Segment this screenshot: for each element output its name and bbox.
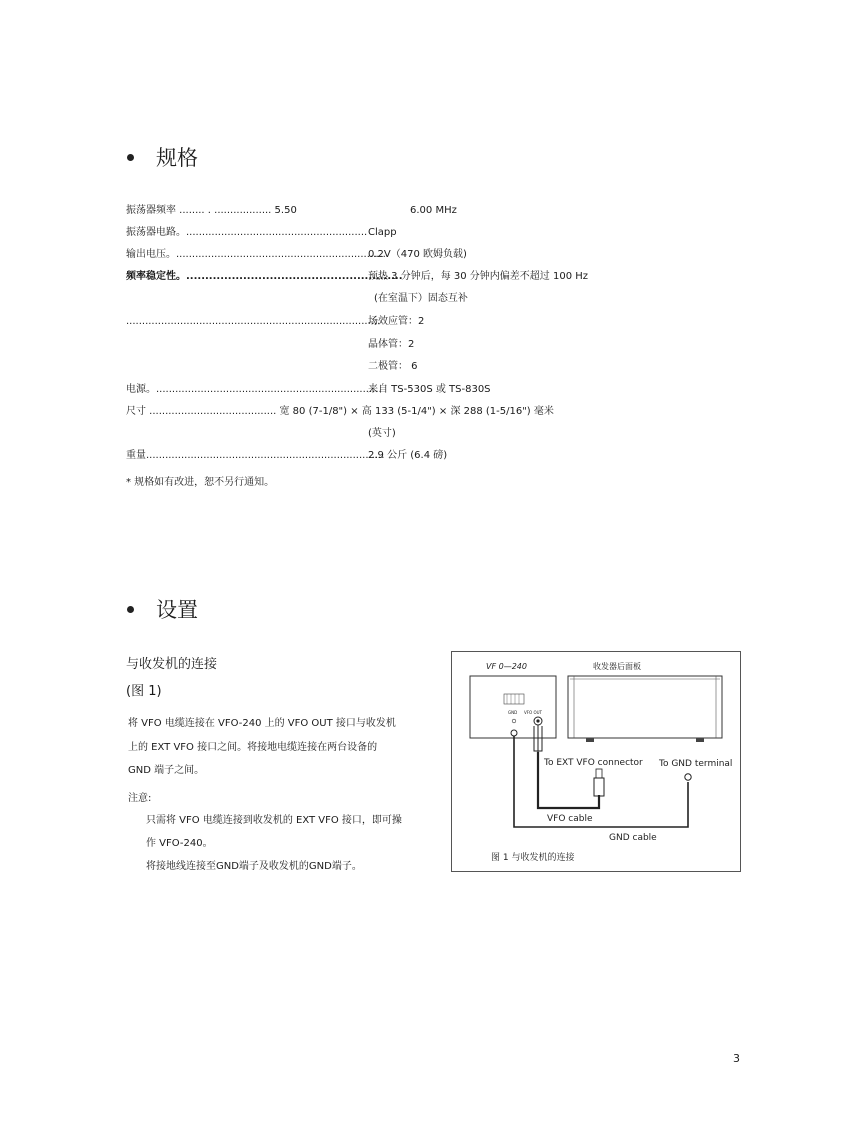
paragraph-line-3: GND 端子之间。 xyxy=(128,765,205,776)
connection-diagram xyxy=(452,652,740,871)
label-vfo-unit: VF 0—240 xyxy=(486,662,527,671)
figure-1 xyxy=(451,651,741,872)
label-gnd: GND xyxy=(508,710,518,715)
transceiver-rear-panel xyxy=(568,676,722,738)
paragraph-line-1: 将 VFO 电缆连接在 VFO-240 上的 VFO OUT 接口与收发机 xyxy=(128,718,396,729)
spec-row-power-value: 来自 TS-530S 或 TS-830S xyxy=(368,384,491,395)
spec-row-semis-label: ................................................................................ xyxy=(126,316,381,327)
spec-row-freq-label: 振荡器频率 ........ . .................. 5.50 xyxy=(126,205,297,216)
spec-row-circuit-value: Clapp xyxy=(368,227,397,238)
figure-caption: 图 1 与收发机的连接 xyxy=(491,853,575,863)
spec-row-dimensions-unit: (英寸) xyxy=(368,428,396,439)
label-vfo-cable: VFO cable xyxy=(547,814,593,824)
bullet-icon xyxy=(127,606,134,613)
label-to-gnd: To GND terminal xyxy=(659,759,733,769)
spec-row-fet-value: 场效应管：2 xyxy=(368,316,425,327)
spec-footnote: * 规格如有改进，恕不另行通知。 xyxy=(126,477,275,488)
ext-vfo-plug xyxy=(594,778,604,796)
note-line-2: 作 VFO-240。 xyxy=(146,838,213,849)
label-rear-panel: 收发器后面板 xyxy=(593,662,641,671)
spec-row-dimensions: 尺寸 ........................................ 宽 80 (7-1/8") × 高 133 (5-1/4") × 深 288 (1-5/16") 毫米 xyxy=(126,406,554,417)
spec-row-transistor-value: 晶体管：2 xyxy=(368,339,415,350)
spec-row-output-value: 0.2V（470 欧姆负载) xyxy=(368,249,467,260)
spec-row-circuit-label: 振荡器电路。......................................................... xyxy=(126,227,368,238)
gnd-cable xyxy=(514,736,688,827)
specs-title: 规格 xyxy=(156,146,198,170)
specs-heading xyxy=(127,142,198,172)
connection-subheading: 与收发机的连接 xyxy=(126,657,218,672)
note-line-1: 只需将 VFO 电缆连接到收发机的 EXT VFO 接口，即可操 xyxy=(146,815,402,826)
spec-row-power-label: 电源。....................................................................... xyxy=(126,384,382,395)
vfo-unit-outline xyxy=(470,676,556,738)
label-vfo-out: VFO OUT xyxy=(524,710,542,715)
gnd-ring-terminal xyxy=(685,774,691,780)
figure-reference: (图 1) xyxy=(126,684,162,699)
spec-row-stability-label: 频率稳定性。......................................................... xyxy=(126,271,403,282)
label-gnd-cable: GND cable xyxy=(609,833,657,843)
spec-row-weight-label: 重量........................................................................... xyxy=(126,450,385,461)
spec-row-diode-value: 二极管： 6 xyxy=(368,361,418,372)
label-to-ext-vfo: To EXT VFO connector xyxy=(544,758,643,768)
page-number: 3 xyxy=(733,1052,740,1065)
spec-row-weight-value: 2.9 公斤 (6.4 磅) xyxy=(368,450,448,461)
setup-heading xyxy=(127,594,198,624)
spec-row-freq-value: 6.00 MHz xyxy=(410,205,457,216)
spec-row-output-label: 输出电压。.................................................................. xyxy=(126,249,386,260)
spec-row-stability-value: 预热 3 分钟后，每 30 分钟内偏差不超过 100 Hz xyxy=(368,271,589,282)
spec-row-stability-cont: (在室温下）固态互补 xyxy=(374,293,468,304)
bullet-icon xyxy=(127,154,134,161)
note-line-3: 将接地线连接至GND端子及收发机的GND端子。 xyxy=(146,861,362,872)
paragraph-line-2: 上的 EXT VFO 接口之间。将接地电缆连接在两台设备的 xyxy=(128,742,378,753)
setup-title: 设置 xyxy=(156,598,198,622)
note-label: 注意: xyxy=(128,793,152,804)
gnd-terminal-icon xyxy=(512,719,516,723)
